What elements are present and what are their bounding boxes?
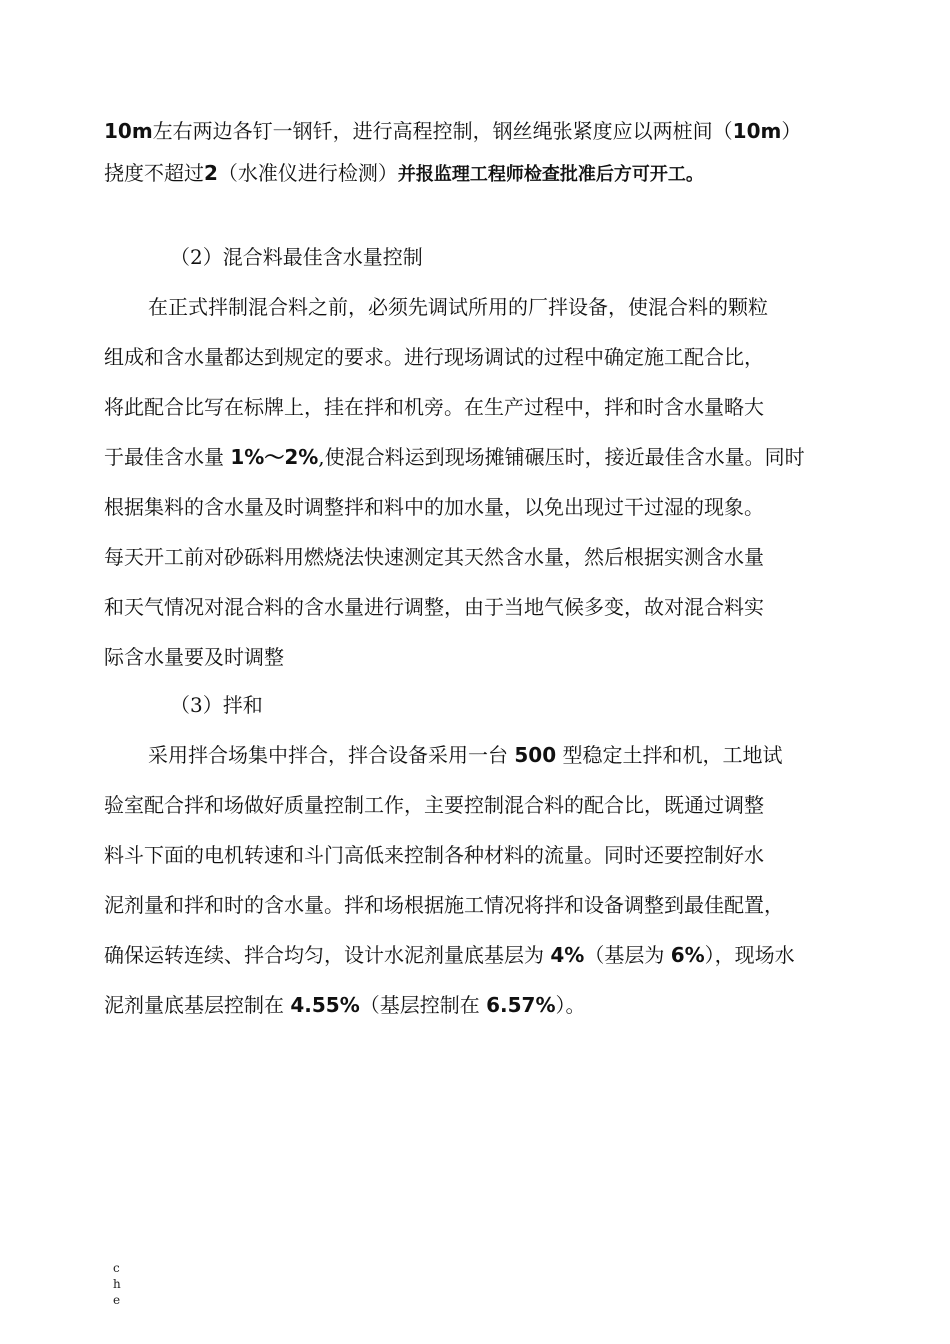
text-segment: 左右两边各钉一钢钎，进行高程控制，钢丝绳张紧度应以两桩间（ [152, 119, 733, 143]
paragraph-line-5: 组成和含水量都达到规定的要求。进行现场调试的过程中确定施工配合比， [104, 345, 764, 369]
text-segment: 型稳定土拌和机，工地试 [556, 743, 783, 767]
text-segment: ），现场水 [704, 943, 795, 967]
text-segment: 采用拌合场集中拌合，拌合设备采用一台 [148, 743, 515, 767]
paragraph-line-2 [104, 160, 704, 188]
paragraph-line-6: 将此配合比写在标牌上，挂在拌和机旁。在生产过程中，拌和时含水量略大 [104, 395, 764, 419]
text-segment: （水准仪进行检测） [217, 161, 398, 185]
paragraph-line-15: 料斗下面的电机转速和斗门高低来控制各种材料的流量。同时还要控制好水 [104, 843, 764, 867]
paragraph-line-1 [104, 118, 801, 144]
paragraph-line-7 [104, 444, 805, 470]
paragraph-line-8: 根据集料的含水量及时调整拌和料中的加水量，以免出现过干过湿的现象。 [104, 495, 764, 519]
paragraph-line-10: 和天气情况对混合料的含水量进行调整，由于当地气候多变，故对混合料实 [104, 595, 764, 619]
text-segment: 泥剂量底基层控制在 [104, 993, 291, 1017]
text-segment: 于最佳含水量 [104, 445, 231, 469]
percentage-value: 4% [550, 943, 585, 967]
paragraph-line-17 [104, 942, 795, 968]
percentage-range: 1%～2% [230, 445, 319, 469]
percentage-value: 6.57% [486, 993, 556, 1017]
paragraph-line-11: 际含水量要及时调整 [104, 645, 284, 669]
number-value: 2 [204, 161, 218, 185]
text-segment: ,使混合料运到现场摊铺碾压时，接近最佳含水量。同时 [318, 445, 805, 469]
text-segment: （基层控制在 [359, 993, 487, 1017]
text-segment: （基层为 [584, 943, 671, 967]
measurement-10m: 10m [732, 119, 782, 143]
paragraph-line-14: 验室配合拌和场做好质量控制工作，主要控制混合料的配合比，既通过调整 [104, 793, 764, 817]
text-segment: ） [781, 119, 802, 143]
paragraph-line-9: 每天开工前对砂砾料用燃烧法快速测定其天然含水量，然后根据实测含水量 [104, 545, 764, 569]
number-value: 500 [514, 743, 557, 767]
paragraph-line-16: 泥剂量和拌和时的含水量。拌和场根据施工情况将拌和设备调整到最佳配置， [104, 893, 784, 917]
measurement-10m: 10m [104, 119, 153, 143]
percentage-value: 4.55% [290, 993, 360, 1017]
paragraph-line-18 [104, 992, 586, 1018]
footer-mark-char: c [113, 1261, 120, 1275]
footer-mark-char: e [113, 1293, 121, 1307]
section-heading-3: （3）拌和 [170, 693, 263, 717]
section-heading-2: （2）混合料最佳含水量控制 [170, 245, 423, 269]
text-segment: ）。 [555, 993, 586, 1017]
text-segment: 确保运转连续、拌合均匀，设计水泥剂量底基层为 [104, 943, 551, 967]
paragraph-line-13 [148, 742, 782, 768]
percentage-value: 6% [670, 943, 705, 967]
text-segment-bold: 并报监理工程师检查批准后方可开工。 [397, 164, 704, 185]
footer-mark-char: h [113, 1277, 121, 1291]
paragraph-line-4: 在正式拌制混合料之前，必须先调试所用的厂拌设备，使混合料的颗粒 [148, 295, 768, 319]
text-segment: 挠度不超过 [104, 161, 204, 185]
